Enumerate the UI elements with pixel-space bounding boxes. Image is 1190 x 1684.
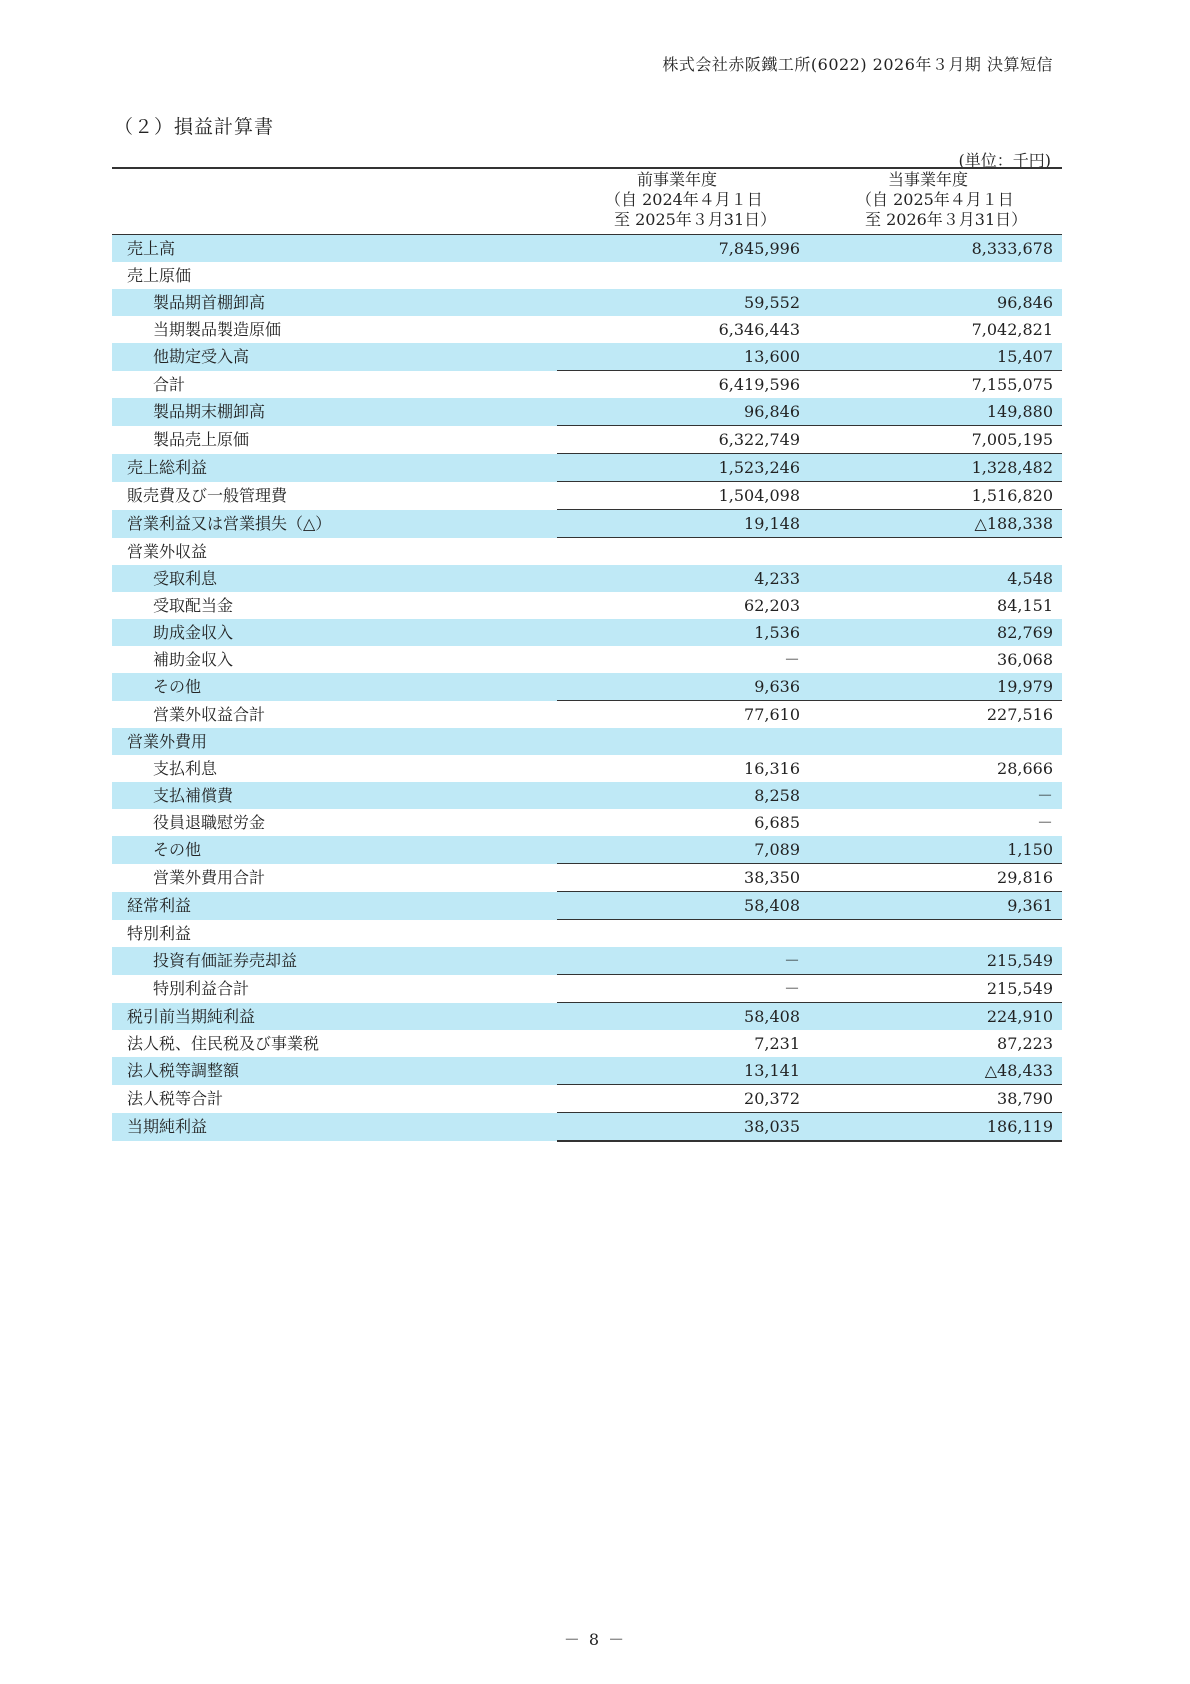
curr-value: 19,979 — [809, 673, 1062, 701]
curr-value: 38,790 — [809, 1085, 1062, 1113]
prev-value: 1,536 — [557, 619, 809, 646]
prev-value — [557, 728, 809, 755]
table-row — [112, 1030, 1062, 1057]
prev-value: 20,372 — [557, 1085, 809, 1113]
curr-period-title: 当事業年度 — [888, 170, 969, 189]
prev-value: 13,141 — [557, 1057, 809, 1085]
curr-value: △188,338 — [809, 510, 1062, 538]
table-row — [112, 619, 1062, 646]
curr-value: 7,005,195 — [809, 426, 1062, 454]
table-row — [112, 371, 1062, 399]
table-row — [112, 1057, 1062, 1085]
row-label: 合計 — [153, 374, 186, 394]
prev-value: － — [557, 947, 809, 975]
table-row — [112, 316, 1062, 343]
income-statement-table — [112, 167, 1062, 1142]
row-label: 法人税等合計 — [127, 1089, 224, 1108]
row-label: 税引前当期純利益 — [112, 1003, 557, 1031]
prev-period-from: （自 2024年４月１日 — [605, 190, 763, 209]
curr-value — [809, 728, 1062, 755]
label-column-header — [112, 168, 557, 235]
row-label: 法人税等調整額 — [112, 1057, 557, 1085]
row-label: 受取利息 — [112, 565, 557, 592]
curr-value: － — [1036, 813, 1053, 832]
curr-value: 149,880 — [809, 398, 1062, 426]
table-row — [112, 673, 1062, 701]
curr-value: 84,151 — [997, 596, 1053, 615]
curr-value: 87,223 — [997, 1034, 1053, 1053]
page-number: － 8 － — [563, 1630, 627, 1649]
prev-value: － — [783, 650, 800, 669]
curr-value: 7,042,821 — [971, 320, 1053, 339]
table-row — [112, 975, 1062, 1003]
prev-period-to: 至 2025年３月31日） — [614, 210, 777, 229]
table-row — [112, 343, 1062, 371]
table-row — [112, 426, 1062, 454]
table-row — [112, 892, 1062, 920]
prev-value: 16,316 — [744, 759, 800, 778]
table-row — [112, 262, 1062, 289]
table-row — [112, 755, 1062, 782]
table-row — [112, 701, 1062, 729]
prev-value: 6,322,749 — [557, 426, 809, 454]
curr-value: 15,407 — [809, 343, 1062, 371]
curr-value: 4,548 — [809, 565, 1062, 592]
table-row — [112, 836, 1062, 864]
row-label: 営業外収益合計 — [153, 704, 266, 724]
table-row — [112, 454, 1062, 482]
row-label: 他勘定受入高 — [112, 343, 557, 371]
row-label: 製品期末棚卸高 — [112, 398, 557, 426]
prev-value: 96,846 — [557, 398, 809, 426]
table-row — [112, 646, 1062, 673]
section-title: （２）損益計算書 — [114, 116, 275, 138]
table-row — [112, 538, 1062, 566]
table-row — [112, 864, 1062, 892]
row-label: 販売費及び一般管理費 — [127, 486, 288, 505]
table-row — [112, 482, 1062, 510]
prev-value: 19,148 — [557, 510, 809, 538]
curr-value: － — [809, 782, 1062, 809]
table-row — [112, 289, 1062, 316]
row-label: 営業外費用合計 — [153, 868, 266, 887]
row-label: 法人税、住民税及び事業税 — [127, 1034, 320, 1053]
table-row — [112, 510, 1062, 538]
prev-value: 38,350 — [557, 864, 809, 892]
curr-value: 9,361 — [809, 892, 1062, 920]
table-row — [112, 920, 1062, 948]
curr-value — [809, 262, 1062, 289]
prev-value: 6,346,443 — [718, 320, 800, 339]
prev-value: 7,231 — [754, 1034, 800, 1053]
row-label: 受取配当金 — [153, 596, 234, 615]
prev-value: 6,685 — [754, 813, 800, 832]
row-label: 当期製品製造原価 — [153, 320, 282, 339]
curr-value: 215,549 — [809, 975, 1062, 1003]
row-label: 当期純利益 — [112, 1113, 557, 1142]
unit-label: (単位：千円) — [958, 151, 1051, 170]
row-label: 営業利益又は営業損失（△） — [112, 510, 557, 538]
prev-value — [557, 262, 809, 289]
prev-value: 58,408 — [557, 1003, 809, 1031]
table-row — [112, 235, 1062, 263]
table-row — [112, 1085, 1062, 1113]
row-label: 製品売上原価 — [153, 430, 250, 449]
row-label: 製品期首棚卸高 — [112, 289, 557, 316]
prev-period-header — [557, 168, 809, 235]
table-row — [112, 728, 1062, 755]
table-row — [112, 947, 1062, 975]
prev-value: 1,523,246 — [557, 454, 809, 482]
prev-value: 13,600 — [557, 343, 809, 371]
prev-value: 7,089 — [557, 836, 809, 864]
prev-value: 38,035 — [557, 1113, 809, 1142]
row-label: 売上高 — [112, 235, 557, 263]
prev-value: 1,504,098 — [557, 482, 809, 510]
table-row — [112, 809, 1062, 836]
prev-value: 6,419,596 — [557, 371, 809, 399]
curr-value: △48,433 — [809, 1057, 1062, 1085]
curr-value: 1,516,820 — [809, 482, 1062, 510]
curr-value: 1,150 — [809, 836, 1062, 864]
row-label: 支払補償費 — [112, 782, 557, 809]
curr-value: 96,846 — [809, 289, 1062, 316]
row-label: 助成金収入 — [112, 619, 557, 646]
prev-value: 8,258 — [557, 782, 809, 809]
row-label: 営業外収益 — [127, 541, 208, 561]
curr-value: 1,328,482 — [809, 454, 1062, 482]
prev-value: 62,203 — [744, 596, 800, 615]
document-header: 株式会社赤阪鐵工所(6022) 2026年３月期 決算短信 — [662, 55, 1053, 74]
curr-value: 28,666 — [997, 759, 1053, 778]
row-label: 特別利益 — [127, 923, 192, 943]
curr-value: 29,816 — [809, 864, 1062, 892]
row-label: 売上総利益 — [112, 454, 557, 482]
table-row — [112, 398, 1062, 426]
row-label: 補助金収入 — [153, 650, 234, 669]
curr-value: 82,769 — [809, 619, 1062, 646]
curr-value: 186,119 — [809, 1113, 1062, 1142]
table-row — [112, 1113, 1062, 1142]
curr-value: 7,155,075 — [809, 371, 1062, 399]
curr-value: 215,549 — [809, 947, 1062, 975]
curr-period-to: 至 2026年３月31日） — [865, 210, 1028, 229]
row-label: その他 — [112, 836, 557, 864]
row-label: 投資有価証券売却益 — [112, 947, 557, 975]
row-label: 売上原価 — [127, 266, 192, 285]
row-label: 特別利益合計 — [153, 979, 250, 998]
table-row — [112, 782, 1062, 809]
table-row — [112, 592, 1062, 619]
row-label: 経常利益 — [112, 892, 557, 920]
row-label: 役員退職慰労金 — [153, 813, 266, 832]
table-row — [112, 565, 1062, 592]
row-label: 営業外費用 — [112, 728, 557, 755]
prev-value: 77,610 — [557, 701, 809, 729]
prev-value: － — [557, 975, 809, 1003]
table-header-row — [112, 168, 1062, 235]
curr-period-header — [809, 168, 1062, 235]
prev-value: 59,552 — [557, 289, 809, 316]
row-label: その他 — [112, 673, 557, 701]
curr-period-from: （自 2025年４月１日 — [856, 190, 1014, 209]
curr-value: 36,068 — [997, 650, 1053, 669]
prev-value: 9,636 — [557, 673, 809, 701]
prev-value — [557, 920, 809, 948]
curr-value: 8,333,678 — [809, 235, 1062, 263]
prev-period-title: 前事業年度 — [637, 170, 718, 189]
prev-value: 58,408 — [557, 892, 809, 920]
curr-value — [809, 538, 1062, 566]
row-label: 支払利息 — [153, 759, 218, 778]
table-row — [112, 1003, 1062, 1031]
prev-value: 7,845,996 — [557, 235, 809, 263]
prev-value — [557, 538, 809, 566]
curr-value: 227,516 — [809, 701, 1062, 729]
prev-value: 4,233 — [557, 565, 809, 592]
curr-value — [809, 920, 1062, 948]
curr-value: 224,910 — [809, 1003, 1062, 1031]
